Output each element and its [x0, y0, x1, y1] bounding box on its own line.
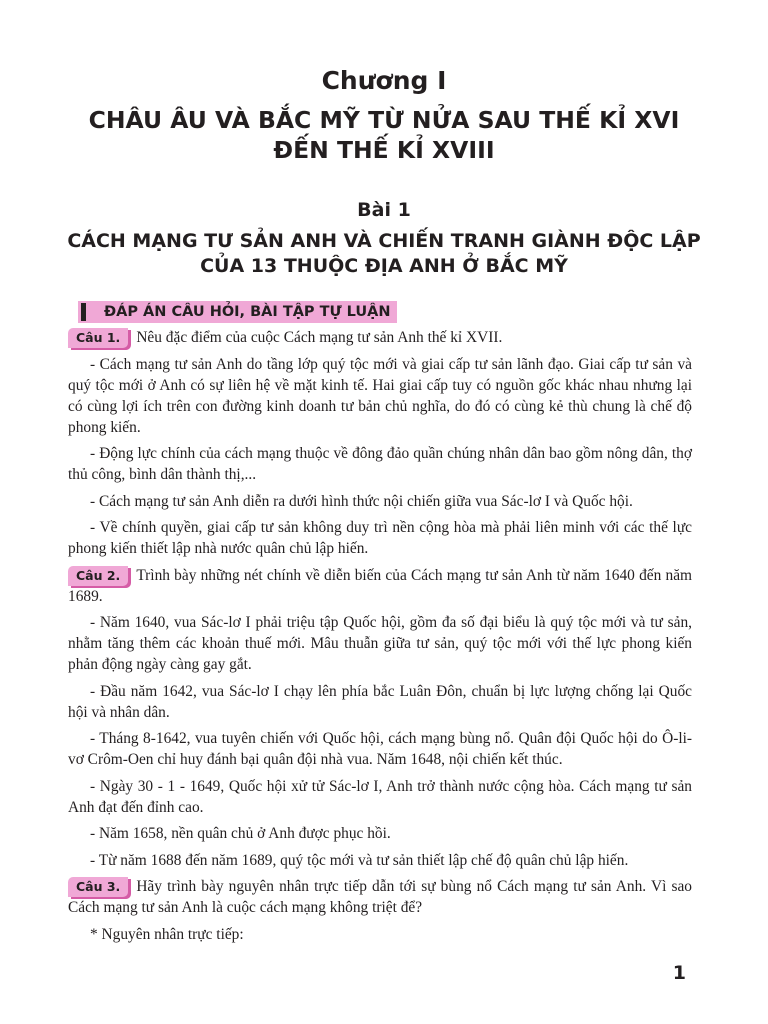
question-1 — [68, 327, 692, 348]
page-number: 1 — [672, 962, 686, 984]
chapter-title-line-1: CHÂU ÂU VÀ BẮC MỸ TỪ NỬA SAU THẾ KỈ XVI — [88, 106, 680, 134]
lesson-title-line-1: CÁCH MẠNG TƯ SẢN ANH VÀ CHIẾN TRANH GIÀNH ĐỘC LẬP — [67, 230, 701, 252]
section-heading-text: ĐÁP ÁN CÂU HỎI, BÀI TẬP TỰ LUẬN — [104, 304, 391, 320]
answer-paragraph: - Tháng 8-1642, vua tuyên chiến với Quốc hội, cách mạng bùng nổ. Quân đội Quốc hội do Ô-li-vơ Crôm-Oen chỉ huy đánh bại quân đội nhà vua. Năm 1648, nội chiến kết thúc. — [68, 730, 692, 768]
answer-paragraph: - Cách mạng tư sản Anh do tầng lớp quý tộc mới và giai cấp tư sản lãnh đạo. Giai cấp tư sản và quý tộc mới ở Anh có sự liên hệ về mặt kinh tế. Hai giai cấp tuy có nguồn gốc khác nhau nhưng lại có cùng lợi ích trên con đường kinh doanh tư bản chủ nghĩa, do đó có cùng kẻ thù chung là chế độ phong kiến. — [68, 355, 692, 436]
question-badge: Câu 3. — [68, 877, 128, 897]
answer-paragraph: - Ngày 30 - 1 - 1649, Quốc hội xử tử Sác-lơ I, Anh trở thành nước cộng hòa. Cách mạng tư sản Anh đạt đến đỉnh cao. — [68, 777, 692, 816]
question-prompt: Hãy trình bày nguyên nhân trực tiếp dẫn tới sự bùng nổ Cách mạng tư sản Anh. Vì sao Cách mạng tư sản Anh là cuộc cách mạng không triệt để? — [68, 878, 692, 916]
question-2 — [68, 565, 692, 607]
answer-paragraph: - Đầu năm 1642, vua Sác-lơ I chạy lên phía bắc Luân Đôn, chuẩn bị lực lượng chống lại Quốc hội và nhân dân. — [68, 682, 692, 721]
content — [68, 327, 692, 950]
chapter-label: Chương I — [321, 66, 447, 95]
section-heading — [78, 301, 397, 323]
question-badge: Câu 1. — [68, 328, 128, 348]
answer-paragraph: - Cách mạng tư sản Anh diễn ra dưới hình thức nội chiến giữa vua Sác-lơ I và Quốc hội. — [90, 492, 633, 510]
answer-paragraph: * Nguyên nhân trực tiếp: — [90, 925, 244, 943]
answer-paragraph: - Năm 1658, nền quân chủ ở Anh được phục hồi. — [90, 825, 391, 842]
lesson-title-line-2: CỦA 13 THUỘC ĐỊA ANH Ở BẮC MỸ — [200, 255, 568, 277]
section-heading-bar — [81, 303, 86, 321]
question-3 — [68, 876, 692, 918]
answer-paragraph: - Về chính quyền, giai cấp tư sản không duy trì nền cộng hòa mà phải liên minh với các thế lực phong kiến thiết lập nhà nước quân chủ lập hiến. — [68, 519, 692, 557]
answer-paragraph: - Từ năm 1688 đến năm 1689, quý tộc mới và tư sản thiết lập chế độ quân chủ lập hiến. — [90, 851, 629, 869]
question-badge: Câu 2. — [68, 566, 128, 586]
chapter-title-line-2: ĐẾN THẾ KỈ XVIII — [273, 136, 495, 164]
question-prompt: Nêu đặc điểm của cuộc Cách mạng tư sản Anh thế kỉ XVII. — [136, 329, 503, 346]
answer-paragraph: - Năm 1640, vua Sác-lơ I phải triệu tập Quốc hội, gồm đa số đại biểu là quý tộc mới và tư sản, nhằm tăng thêm các khoản thuế mới. Mâu thuẫn giữa tư sản, quý tộc mới với thế lực phong kiến phản động ngày càng gay gắt. — [68, 614, 692, 673]
lesson-label: Bài 1 — [357, 199, 411, 221]
answer-paragraph: - Động lực chính của cách mạng thuộc về đông đảo quần chúng nhân dân bao gồm nông dân, thợ thủ công, bình dân thành thị,... — [68, 445, 692, 483]
question-prompt: Trình bày những nét chính về diễn biến của Cách mạng tư sản Anh từ năm 1640 đến năm 1689. — [68, 566, 692, 605]
